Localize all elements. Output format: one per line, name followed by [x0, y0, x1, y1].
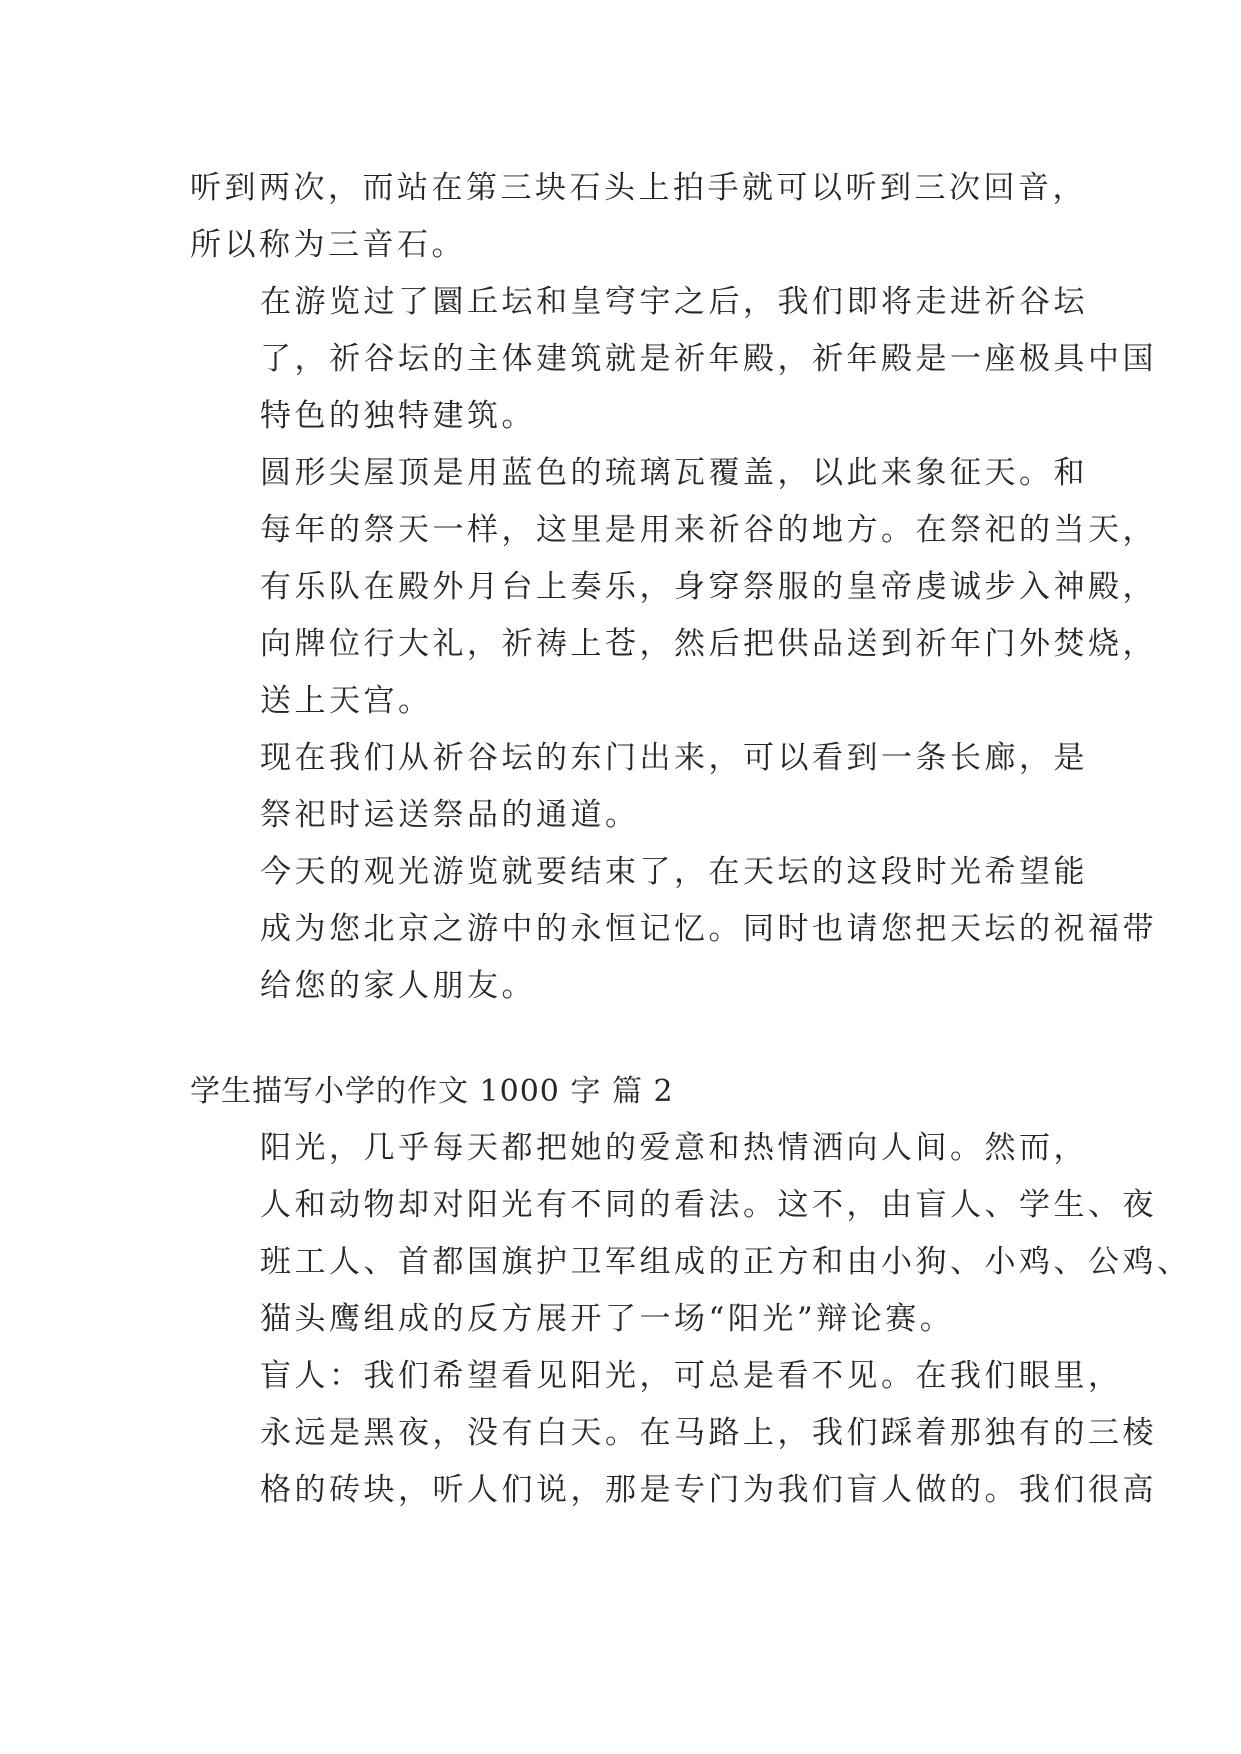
- text-line: 圆形尖屋顶是用蓝色的琉璃瓦覆盖，以此来象征天。和: [260, 455, 1088, 491]
- paragraph: [190, 445, 1157, 730]
- text-line: 阳光，几乎每天都把她的爱意和热情洒向人间。然而，: [260, 1130, 1088, 1166]
- text-section-2: [190, 1120, 1192, 1519]
- text-line: 在游览过了圜丘坛和皇穹宇之后，我们即将走进祈谷坛: [260, 284, 1088, 320]
- text-line: 盲人：我们希望看见阳光，可总是看不见。在我们眼里，: [260, 1358, 1123, 1394]
- text-line: 猫头鹰组成的反方展开了一场“阳光”辩论赛。: [260, 1301, 955, 1337]
- text-line: 所以称为三音石。: [190, 227, 466, 263]
- text-line: 格的砖块，听人们说，那是专门为我们盲人做的。我们很高: [260, 1472, 1157, 1508]
- text-line: 了，祈谷坛的主体建筑就是祈年殿，祈年殿是一座极具中国: [260, 341, 1157, 377]
- text-line: 现在我们从祈谷坛的东门出来，可以看到一条长廊，是: [260, 740, 1088, 776]
- text-section-1: [190, 160, 1157, 1015]
- text-line: 今天的观光游览就要结束了，在天坛的这段时光希望能: [260, 854, 1088, 890]
- text-line: 送上天宫。: [260, 683, 433, 719]
- text-line: 有乐队在殿外月台上奏乐，身穿祭服的皇帝虔诚步入神殿，: [260, 569, 1157, 605]
- section-heading: 学生描写小学的作文 1000 字 篇 2: [190, 1074, 674, 1109]
- text-line: 给您的家人朋友。: [260, 968, 536, 1004]
- paragraph: [190, 844, 1157, 1015]
- text-line: 人和动物却对阳光有不同的看法。这不，由盲人、学生、夜: [260, 1187, 1157, 1223]
- paragraph: [190, 160, 1087, 274]
- paragraph: [190, 730, 1088, 844]
- paragraph: [190, 274, 1157, 445]
- text-line: 成为您北京之游中的永恒记忆。同时也请您把天坛的祝福带: [260, 911, 1157, 947]
- text-line: 祭祀时运送祭品的通道。: [260, 797, 640, 833]
- text-line: 向牌位行大礼，祈祷上苍，然后把供品送到祈年门外焚烧，: [260, 626, 1157, 662]
- paragraph: [190, 1348, 1157, 1519]
- text-line: 班工人、首都国旗护卫军组成的正方和由小狗、小鸡、公鸡、: [260, 1244, 1192, 1280]
- text-line: 特色的独特建筑。: [260, 398, 536, 434]
- document-body: [190, 160, 1192, 1519]
- text-line: 听到两次，而站在第三块石头上拍手就可以听到三次回音，: [190, 170, 1087, 206]
- text-line: 每年的祭天一样，这里是用来祈谷的地方。在祭祀的当天，: [260, 512, 1157, 548]
- text-line: 永远是黑夜，没有白天。在马路上，我们踩着那独有的三棱: [260, 1415, 1157, 1451]
- paragraph: [190, 1120, 1192, 1348]
